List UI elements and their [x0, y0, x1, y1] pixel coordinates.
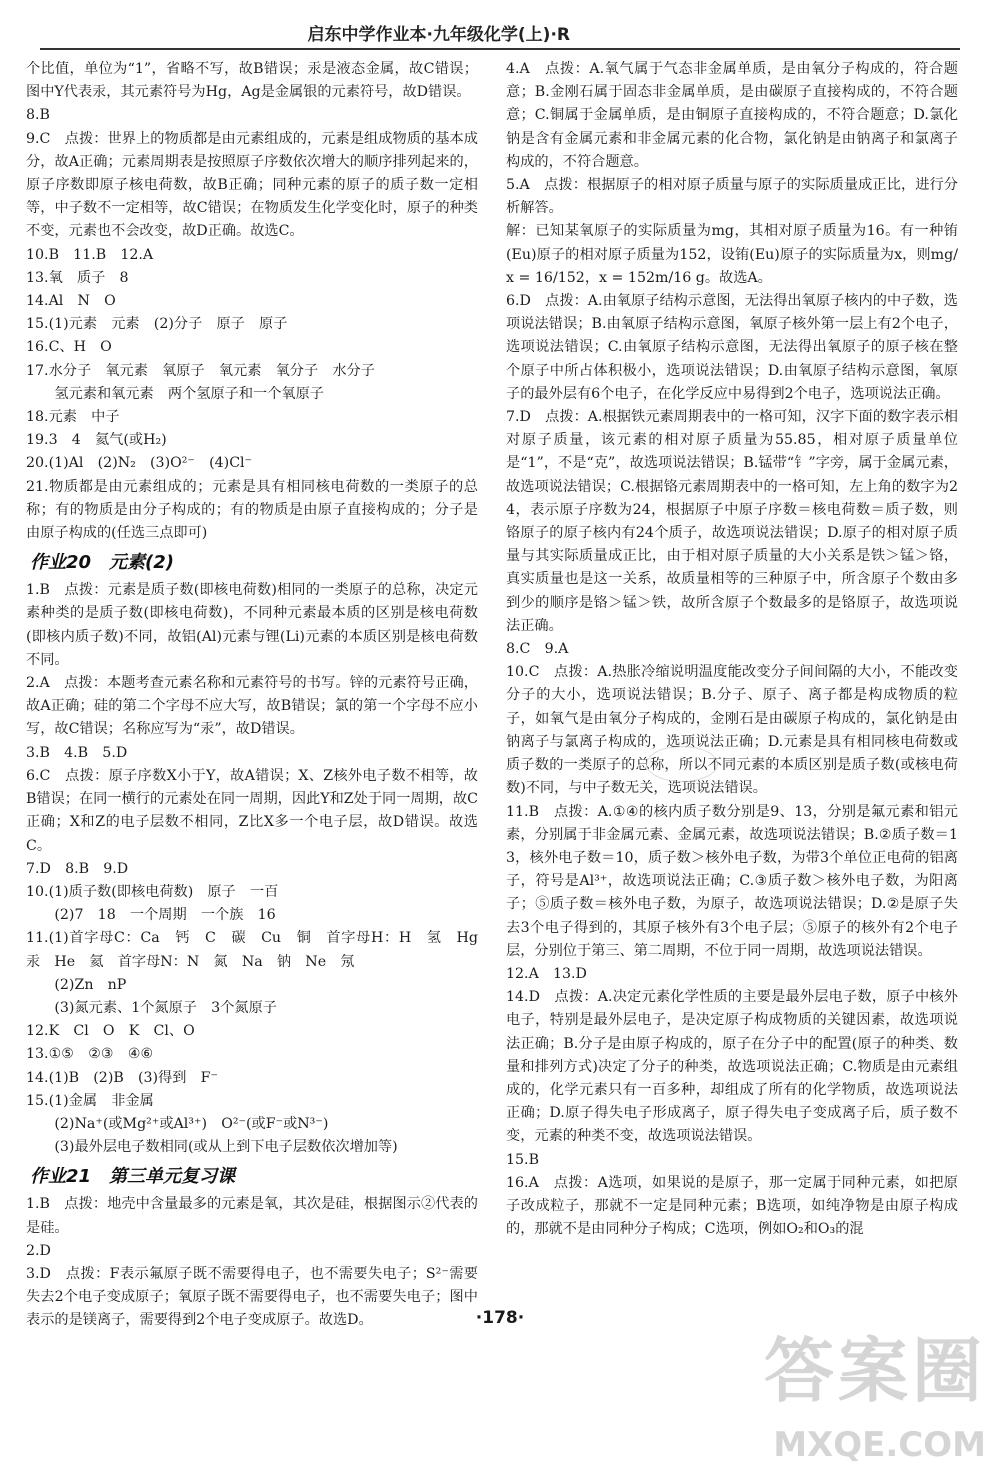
answer-line: 13.氧 质子 8 — [26, 269, 129, 286]
answer-line: 15.B — [506, 1151, 539, 1168]
answer-line: 18.元素 中子 — [26, 409, 120, 426]
answer-line: 4.A 点拨：A.氧气属于气态非金属单质，是由氧分子构成的，符合题意；B.金刚石属于固态非金属单质，是由碳原子直接构成的，不符合题意；C.铜属于金属单质，是由铜原子直接构成的，不符合题意；D.氯化钠是含有金属元素和非金属元素的化合物，氯化钠是由钠离子和氯离子构成的，不符合题意。 — [506, 61, 958, 170]
answer-line: (3)最外层电子数相同(或从上到下电子层数依次增加等) — [26, 1139, 398, 1156]
answer-line: 7.D 8.B 9.D — [26, 860, 129, 877]
answer-line: (3)氮元素、1个氮原子 3个氮原子 — [26, 999, 277, 1016]
answer-line: 8.B — [26, 107, 50, 124]
answer-line: 8.C 9.A — [506, 641, 569, 658]
answer-line: 6.C 点拨：原子序数X小于Y，故A错误；X、Z核外电子数不相等，故B错误；在同一横行的元素处在同一周期，因此Y和Z处于同一周期，故C正确；X和Z的电子层数不相同，Z比X多一个电子层，故D错误。故选C。 — [26, 767, 478, 854]
answer-line: 16.A 点拨：A选项，如果说的是原子，那一定属于同种元素，如把原子改成粒子，那就不一定是同种元素；B选项，如纯净物是由原子构成的，那就不是由同种分子构成；C选项，例如O₂和O₃的混 — [506, 1174, 958, 1238]
answer-line: 14.Al N O — [26, 293, 116, 310]
left-column — [26, 58, 493, 1333]
answer-line: (2)Na⁺(或Mg²⁺或Al³⁺) O²⁻(或F⁻或N³⁻) — [26, 1115, 329, 1132]
section-heading: 作业20 元素(2) — [30, 552, 175, 574]
answer-line: 个比值，单位为“1”，省略不写，故B错误；汞是液态金属，故C错误；图中Y代表汞，其元素符号为Hg，Ag是金属银的元素符号，故D错误。 — [26, 61, 478, 101]
right-column — [506, 58, 958, 1241]
answer-line: 10.C 点拨：A.热胀冷缩说明温度能改变分子间间隔的大小，不能改变分子的大小，选项说法错误；B.分子、原子、离子都是构成物质的粒子，如氧气是由氧分子构成的，金刚石是由碳原子构成的，氯化钠是由钠离子与氯离子构成的，选项说法正确；D.元素是具有相同核电荷数或质子数的一类原子的总称，所以不同元素的本质区别是质子数(或核电荷数)不同，与中子数无关，选项说法错误。 — [506, 664, 958, 797]
answer-line: 解：已知某氧原子的实际质量为mg，其相对原子质量为16。有一种铕(Eu)原子的相对原子质量为152，设铕(Eu)原子的实际质量为x，则mg/x = 16/152，x = 152m/16 g。故选A。 — [506, 223, 958, 286]
answer-line: (2)Zn nP — [26, 976, 127, 993]
answer-line: 7.D 点拨：A.根据铁元素周期表中的一格可知，汉字下面的数字表示相对原子质量，该元素的相对原子质量为55.85，相对原子质量单位是“1”，不是“克”，故选项说法错误；B.锰带“钅”字旁，属于金属元素，故选项说法错误；C.根据铬元素周期表中的一格可知，左上角的数字为24，表示原子序数为24，根据原子中原子序数＝核电荷数＝质子数，则铬原子的原子核内有24个质子，故选项说法错误；D.原子的相对原子质量与其实际质量成正比，由于相对原子质量的大小关系是铁＞锰＞铬，真实质量也是这一关系，故质量相等的三种原子中，所含原子个数由多到少的顺序是铬＞锰＞铁，故所含原子个数最多的是铬原子，故选项说法正确。 — [506, 409, 958, 634]
answer-line: 19.3 4 氦气(或H₂) — [26, 432, 167, 449]
answer-line: 3.D 点拨：F表示氟原子既不需要得电子，也不需要失电子；S²⁻需要失去2个电子变成原子；氧原子既不需要得电子，也不需要失电子；图中表示的是镁离子，需要得到2个电子变成原子。故选D。 — [26, 1265, 478, 1329]
watermark-logo — [756, 1315, 986, 1465]
answer-line: 14.(1)B (2)B (3)得到 F⁻ — [26, 1069, 218, 1086]
watermark-url: MXQE.COM — [773, 1425, 986, 1465]
answer-line: 9.C 点拨：世界上的物质都是由元素组成的，元素是组成物质的基本成分，故A正确；元素周期表是按照原子序数依次增大的顺序排列起来的，原子序数即原子核电荷数，故B正确；同种元素的原子的质子数一定相等，中子数不一定相等，故C错误；在物质发生化学变化时，原子的种类不变，元素也不会改变，故D正确。故选C。 — [26, 130, 478, 240]
answer-line: 1.B 点拨：地壳中含量最多的元素是氧，其次是硅，根据图示②代表的是硅。 — [26, 1196, 478, 1236]
answer-line: 17.水分子 氧元素 氧原子 氧元素 氧分子 水分子 — [26, 362, 375, 379]
answer-line: 16.C、H O — [26, 339, 112, 356]
watermark-text: 答案圈 — [764, 1330, 986, 1412]
answer-line: 20.(1)Al (2)N₂ (3)O²⁻ (4)Cl⁻ — [26, 455, 253, 472]
answer-line: 14.D 点拨：A.决定元素化学性质的主要是最外层电子数，原子中核外电子，特别是最外层电子，是决定原子构成物质的关键因素，故选项说法正确；B.分子是由原子构成的，原子在分子中的配置(原子的种类、数量和排列方式)决定了分子的种类，故选项说法正确；C.物质是由元素组成的，化学元素只有一百多种，却组成了所有的化学物质，故选项说法正确；D.原子得失电子形成离子，原子得失电子变成离子后，质子数不变，元素的种类不变，故选项说法错误。 — [506, 989, 958, 1145]
answer-line: (2)7 18 一个周期 一个族 16 — [26, 907, 276, 924]
section-heading: 作业21 第三单元复习课 — [30, 1166, 236, 1188]
page-header — [40, 14, 960, 50]
answer-line: 3.B 4.B 5.D — [26, 744, 128, 761]
answer-line: 12.K Cl O K Cl、O — [26, 1023, 195, 1040]
page-number: ·178· — [475, 1308, 525, 1328]
header-title: 启东中学作业本·九年级化学(上)·R — [307, 25, 570, 45]
answer-line: 11.B 点拨：A.①④的核内质子数分别是9、13，分别是氟元素和铝元素，分别属于非金属元素、金属元素，故选项说法错误；B.②质子数＝13，核外电子数＝10，质子数＞核外电子数，为带3个单位正电荷的铝离子，符号是Al³⁺，故选项说法正确；C.③质子数＞核外电子数，为阳离子；⑤质子数＝核外电子数，为原子，故选项说法错误；D.②是原子失去3个电子得到的，其原子核外有3个电子层；⑤原子的核外有2个电子层，分别位于第三、第二周期，不位于同一周期，故选项说法错误。 — [506, 803, 958, 959]
answer-line: 11.(1)首字母C：Ca 钙 C 碳 Cu 铜 首字母H：H 氢 Hg 汞 He 氦 首字母N：N 氮 Na 钠 Ne 氖 — [26, 930, 493, 970]
answer-line: 氢元素和氧元素 两个氢原子和一个氧原子 — [26, 385, 324, 402]
answer-line: 2.D — [26, 1242, 51, 1259]
answer-line: 1.B 点拨：元素是质子数(即核电荷数)相同的一类原子的总称，决定元素种类的是质子数(即核电荷数)，不同种元素最本质的区别是核电荷数(即核内质子数)不同，故铝(Al)元素与锂(Li)元素的本质区别是核电荷数不同。 — [26, 582, 478, 668]
answer-line: 15.(1)金属 非金属 — [26, 1092, 154, 1109]
answer-line: 5.A 点拨：根据原子的相对原子质量与原子的实际质量成正比，进行分析解答。 — [506, 177, 958, 217]
answer-line: 12.A 13.D — [506, 965, 587, 982]
faint-stamp-mark — [646, 746, 718, 782]
answer-line: 15.(1)元素 元素 (2)分子 原子 原子 — [26, 316, 288, 333]
answer-line: 10.B 11.B 12.A — [26, 246, 154, 263]
answer-line: 10.(1)质子数(即核电荷数) 原子 一百 — [26, 883, 279, 900]
answer-line: 21.物质都是由元素组成的；元素是具有相同核电荷数的一类原子的总称；有的物质是由分子构成的；有的物质是由原子直接构成的；分子是由原子构成的(任选三点即可) — [26, 478, 478, 542]
answer-line: 6.D 点拨：A.由氧原子结构示意图，无法得出氧原子核内的中子数，选项说法错误；B.由氧原子结构示意图，氧原子核外第一层上有2个电子，选项说法错误；C.由氧原子结构示意图，无法得出氧原子的原子核在整个原子中所占体积极小，选项说法错误；D.由氧原子结构示意图，氧原子的最外层有6个电子，在化学反应中易得到2个电子，选项说法正确。 — [506, 293, 958, 402]
answer-line: 13.①⑤ ②③ ④⑥ — [26, 1046, 154, 1063]
answer-line: 2.A 点拨：本题考查元素名称和元素符号的书写。锌的元素符号正确，故A正确；硅的第二个字母不应大写，故B错误；氯的第一个字母不应小写，故C错误；名称应写为“汞”，故D错误。 — [26, 675, 478, 738]
